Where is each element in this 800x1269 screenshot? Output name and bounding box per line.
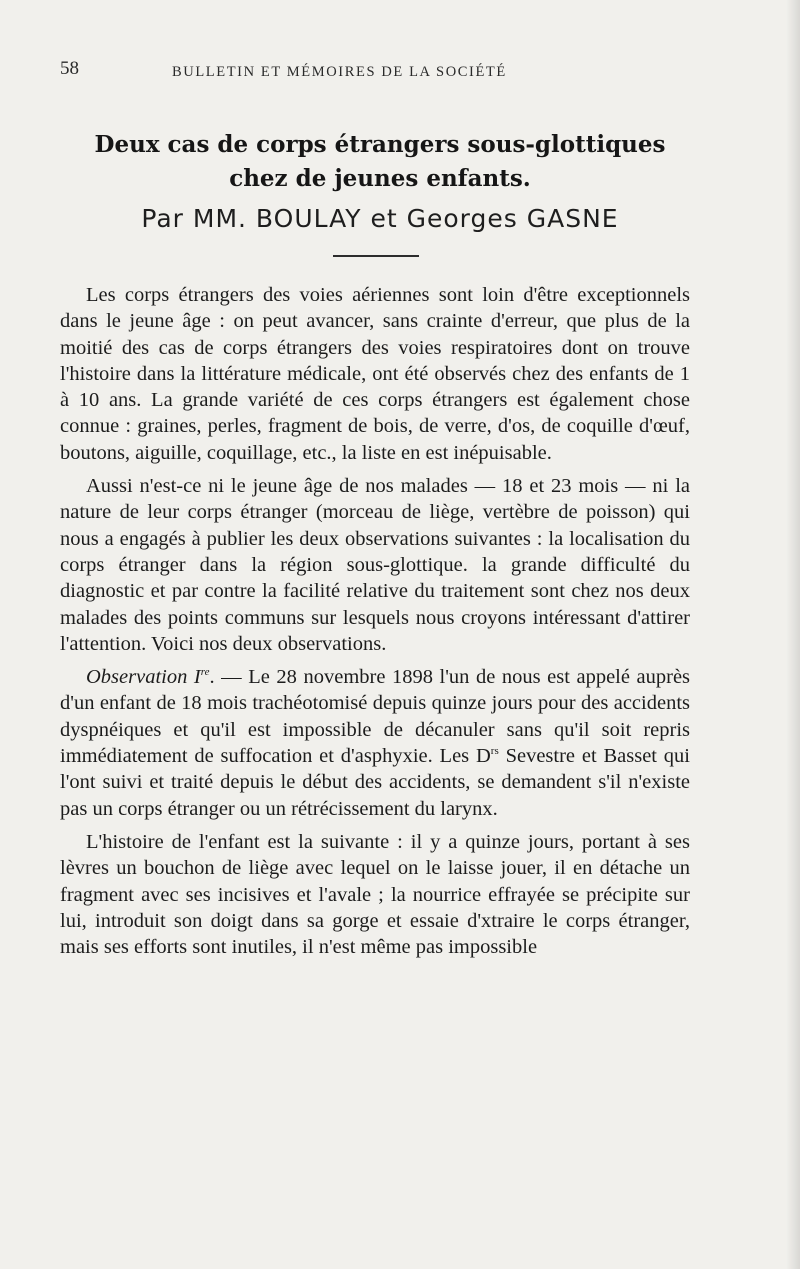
article-byline: Par MM. BOULAY et Georges GASNE bbox=[141, 204, 619, 233]
paragraph-introduction: Les corps étrangers des voies aériennes sont loin d'être exceptionnels dans le jeune âge : on peut avancer, sans crainte d'erreur, que plus de la moitié des cas de corps étrangers des voies respiratoires dont on trouve l'histoire dans la littérature médicale, ont été observés chez des enfants de 1 à 10 ans. La grande variété de ces corps étrangers est également chose connue : graines, perles, fragment de bois, de verre, d'os, de coquille d'œuf, boutons, aiguille, coquillage, etc., la liste en est inépuisable. bbox=[60, 284, 690, 464]
title-divider bbox=[333, 255, 419, 257]
observation-text-part-1: Le 28 novembre 1898 l'un de nous est appelé auprès d'un enfant de 18 mois trachéotomisé depuis quinze jours pour des accidents dyspnéiques et qu'il est impossible de décanuler sans qu'il soit repris immédiatement de suffocation et d'asphyxie. Les D bbox=[60, 666, 691, 768]
article-title-line-2: chez de jeunes enfants. bbox=[229, 165, 531, 192]
observation-label: Observation I bbox=[86, 666, 201, 689]
paragraph-purpose: Aussi n'est-ce ni le jeune âge de nos malades — 18 et 23 mois — ni la nature de leur corps étranger (morceau de liège, vertèbre de poisson) qui nous a engagés à publier les deux observations suivantes : la localisation du corps étranger dans la région sous-glottique. la grande difficulté du diagnostic et par contre la facilité relative du traitement sont chez nos deux malades des points communs sur lesquels nous croyons intéressant d'attirer l'attention. Voici nos deux observations. bbox=[60, 475, 690, 655]
doctors-abbrev: rs bbox=[490, 745, 499, 758]
journal-title: BULLETIN ET MÉMOIRES DE LA SOCIÉTÉ bbox=[172, 64, 507, 80]
paragraph-observation-1 bbox=[60, 664, 690, 822]
article-title-line-1: Deux cas de corps étrangers sous-glottiques bbox=[94, 131, 666, 158]
observation-ordinal: re bbox=[200, 666, 210, 679]
observation-dash: . — bbox=[209, 666, 242, 689]
page-edge-shadow bbox=[786, 0, 800, 1269]
article-body bbox=[60, 282, 690, 960]
page-number: 58 bbox=[60, 58, 79, 79]
paragraph-history: L'histoire de l'enfant est la suivante : il y a quinze jours, portant à ses lèvres un bouchon de liège avec lequel on le laisse jouer, il en détache un fragment avec ses incisives et l'avale ; la nourrice effrayée se précipite sur lui, introduit son doigt dans sa gorge et essaie d'xtraire le corps étranger, mais ses efforts sont inutiles, il n'est même pas impossible bbox=[60, 830, 690, 959]
observation-heading bbox=[86, 666, 210, 688]
article-title bbox=[40, 128, 720, 196]
observation-text-part-2: Sevestre et Basset qui l'ont suivi et traité depuis le début des accidents, se demandent s'il n'existe pas un corps étranger ou un rétrécissement du larynx. bbox=[60, 745, 691, 820]
running-head bbox=[60, 58, 590, 86]
